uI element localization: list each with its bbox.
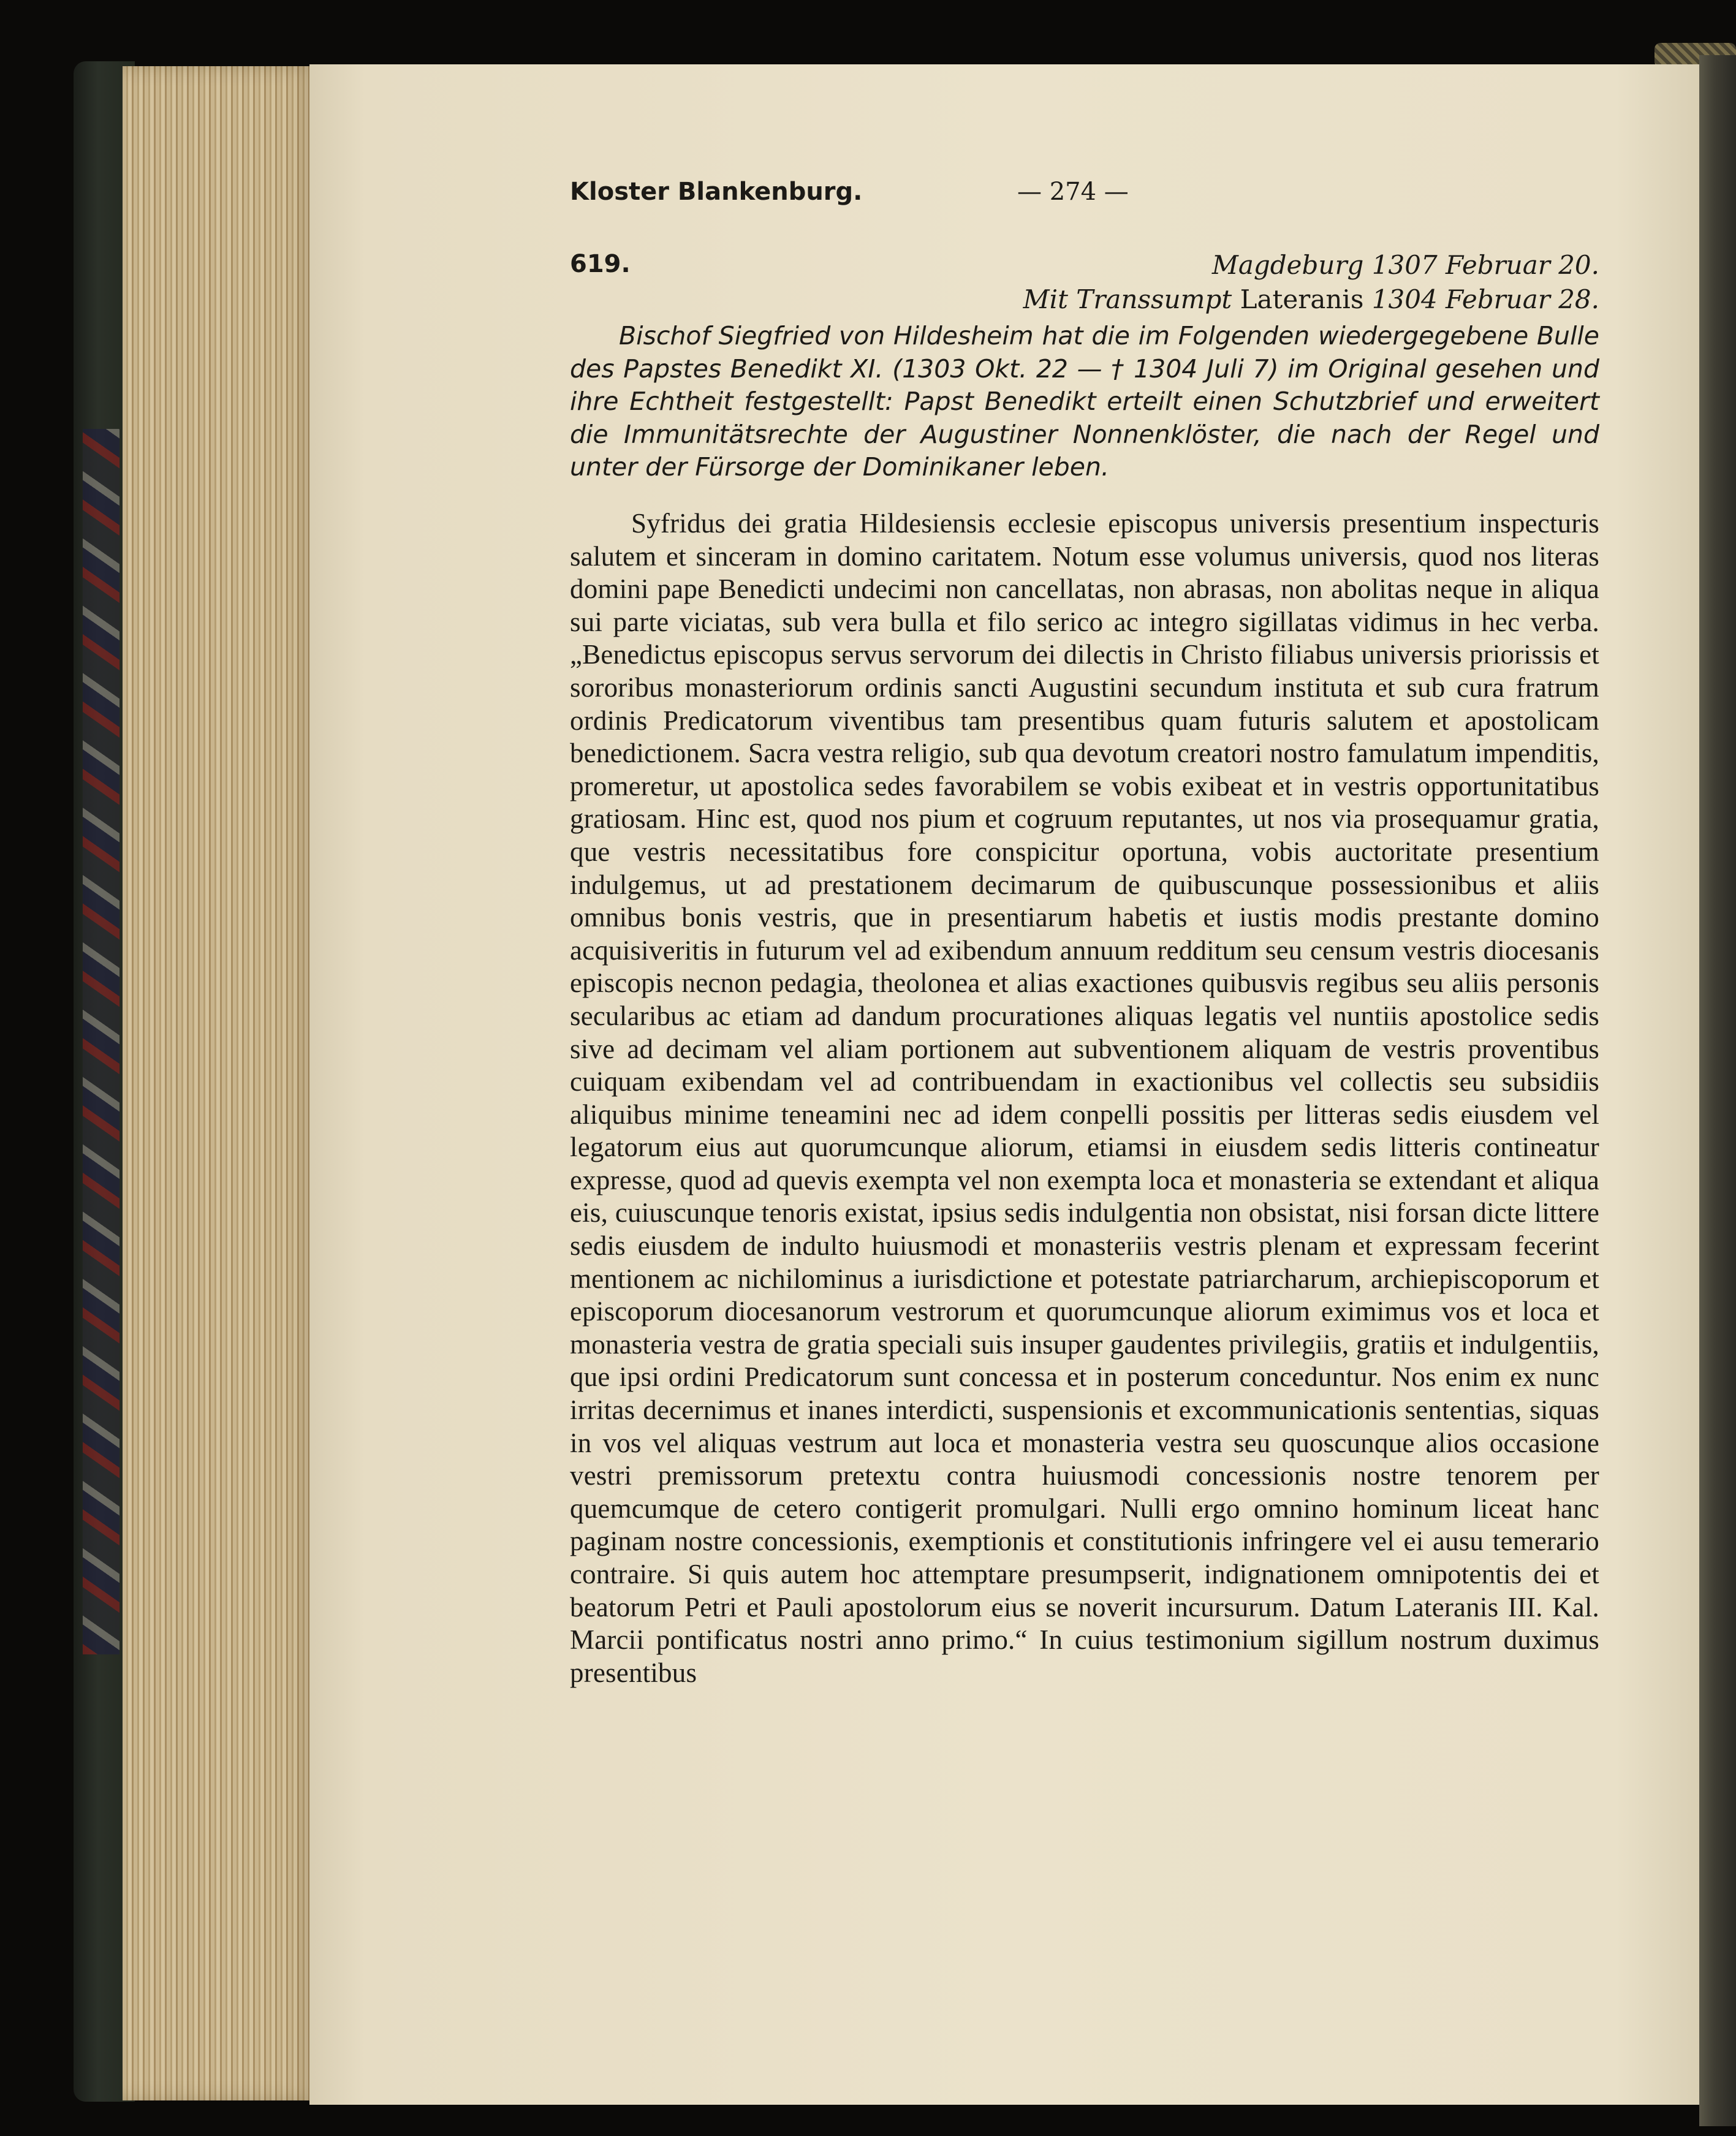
facing-page-edge	[1699, 55, 1736, 2126]
transsumpt-place: Lateranis	[1240, 284, 1364, 314]
page-number: — 274 —	[1017, 178, 1129, 206]
document-body-text: Syfridus dei gratia Hildesiensis ecclesie episcopus universis presentium inspecturis salutem et sinceram in domino caritatem. Notum esse volumus universis, quod nos literas domini pape Benedicti undecimi non cancellatas, non abrasas, non abolitas neque in aliqua sui parte viciatas, sub vera bulla et filo serico ac integro sigillatas vidimus in hec verba. „Benedictus episcopus servus servorum dei dilectis in Christo filiabus universis priorissis et sororibus monasteriorum ordinis sancti Augustini secundum instituta et sub cura fratrum ordinis Predicatorum viventibus tam presentibus quam futuris salutem et apostolicam benedictionem. Sacra vestra religio, sub qua devotum creatori nostro famulatum impenditis, promeretur, ut apostolica sedes favorabilem se vobis exibeat et in vestris opportunitatibus gratiosam. Hinc est, quod nos pium et cogruum reputantes, ut nos via prosequamur gratia, que vestris necessitatibus fore conspicitur oportuna, vobis auctoritate presentium indulgemus, ut ad prestationem decimarum de quibuscunque possessionibus et aliis omnibus bonis vestris, que in presentiarum habetis et iustis modis prestante domino acquisiveritis in futurum vel ad exibendum annuum redditum seu censum vestris diocesanis episcopis necnon pedagia, theolonea et alias exactiones quibusvis regibus seu aliis personis secularibus ac etiam ad dandum procurationes aliquas legatis vel nuntiis apostolice sedis sive ad decimam vel aliam portionem aut subventionem aliquam de vestris proventibus cuiquam exibendam vel ad contribuendam in exactionibus vel collectis seu subsidiis aliquibus minime teneamini nec ad idem conpelli possitis per litteras sedis eiusdem vel legatorum eius aut quorumcunque aliorum, etiamsi in eiusdem sedis litteris contineatur expresse, quod ad quevis exempta vel non exempta loca et monasteria se extendant et aliqua eis, cuiuscunque tenoris existat, ipsius sedis indulgentia non obsistat, nisi forsan dicte littere sedis eiusdem de indulto huiusmodi et monasteriis vestris plenam et expressam fecerint mentionem ac nichilominus a iurisdictione et potestate patriarcharum, archiepiscoporum et episcoporum diocesanorum vestrorum et quorumcunque aliorum eximimus vos et loca et monasteria vestra de gratia speciali suis insuper gaudentes privilegiis, gratiis et indulgentiis, que ipsi ordini Predicatorum sunt concessa et in posterum conceduntur. Nos enim ex nunc irritas decernimus et inanes interdicti, suspensionis et excommunicationis sententias, siquas in vos vel aliquas vestrum aut loca et monasteria vestra seu quoscunque alios occasione vestri premissorum pretextu contra huiusmodi concessionis nostre tenorem per quemcumque de cetero contigerit promulgari. Nulli ergo omnino hominum liceat hanc paginam nostre concessionis, exemptionis et constitutionis infringere vel ei ausu temerario contraire. Si quis autem hoc attemptare presumpserit, indignationem omnipotentis dei et beatorum Petri et Pauli apostolorum eius se noverit incursurum. Datum Lateranis III. Kal. Marcii pontificatus nostri anno primo.“ In cuius testimonium sigillum nostrum duximus presentibus	[570, 508, 1599, 1688]
place-date: Magdeburg 1307 Februar 20.	[1211, 250, 1599, 280]
regest-summary: Bischof Siegfried von Hildesheim hat die im Folgenden wiedergegebene Bulle des Papstes Benedikt XI. (1303 Okt. 22 — † 1304 Juli 7) im Original gesehen und ihre Echtheit festgestellt: Papst Benedikt erteilt einen Schutzbrief und erweitert die Immunitätsrechte der Augustiner Nonnenklöster, die nach der Regel und unter der Fürsorge der Dominikaner leben.	[570, 321, 1599, 482]
running-head	[570, 178, 1599, 221]
transsumpt-line	[1023, 284, 1599, 314]
page-edges	[123, 66, 319, 2100]
running-head-title: Kloster Blankenburg.	[570, 178, 863, 206]
marbled-edge	[83, 429, 119, 1654]
transsumpt-label: Mit Transsumpt	[1023, 284, 1232, 314]
transsumpt-date: 1304 Februar 28.	[1371, 284, 1599, 314]
document-number: 619.	[570, 250, 631, 278]
